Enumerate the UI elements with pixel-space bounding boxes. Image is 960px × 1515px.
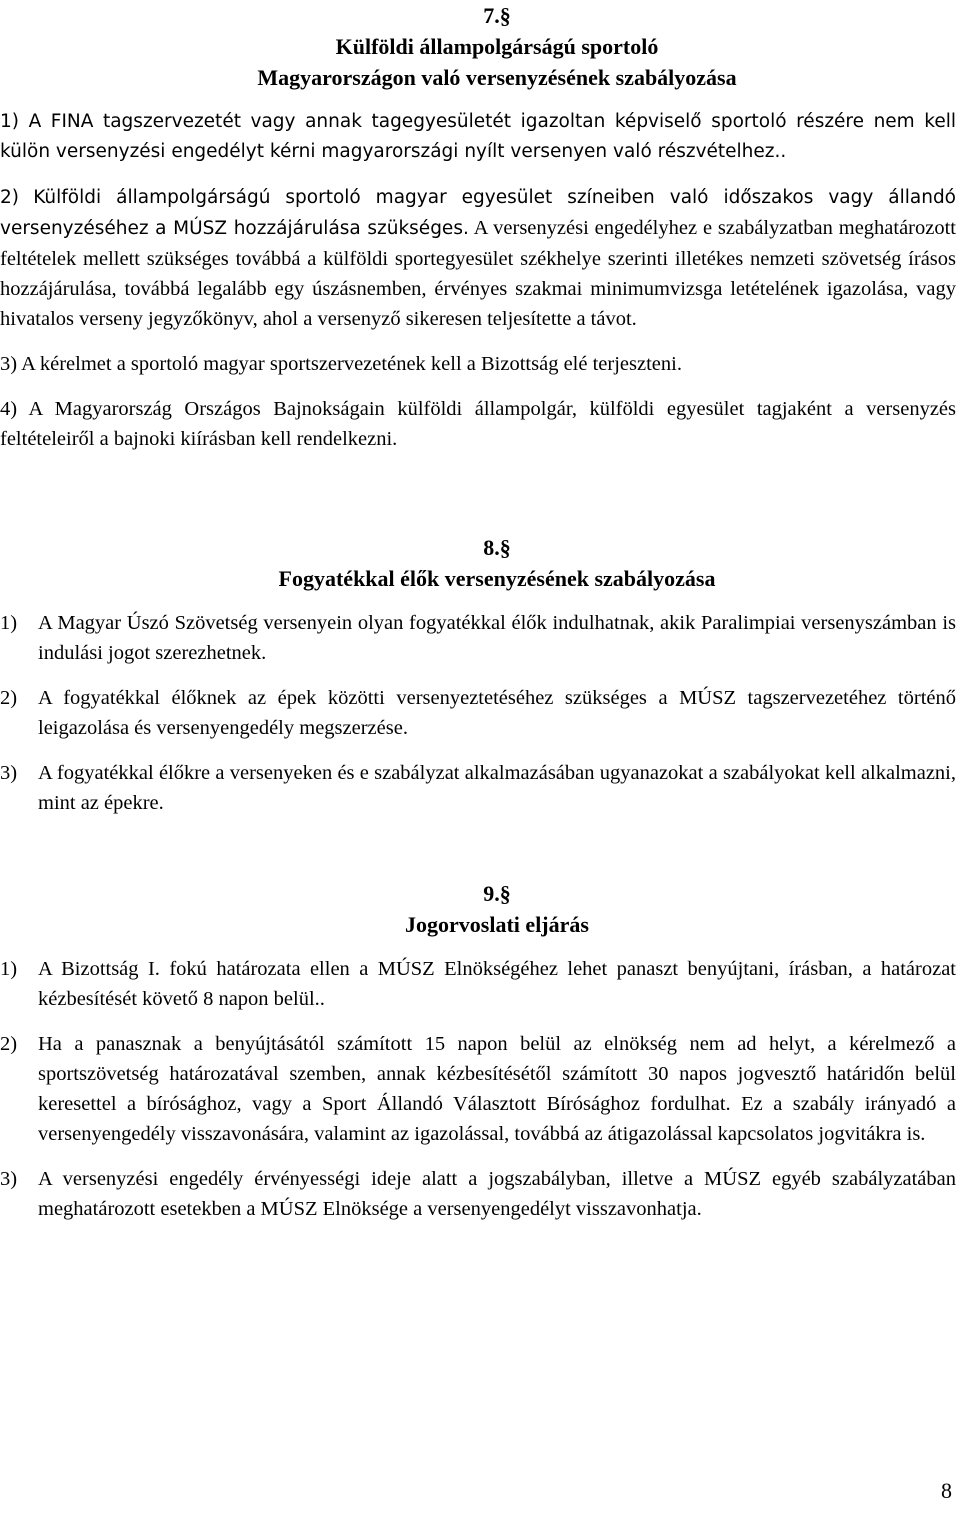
spacer (38, 1149, 956, 1164)
paragraph-mark: § (499, 535, 511, 560)
section-8-paragraph-3 (0, 758, 956, 818)
paragraph-number: 3) (0, 353, 18, 375)
section-number: 9. (483, 881, 500, 906)
section-7-title-1: Külföldi állampolgárságú sportoló (335, 34, 659, 59)
spacer (38, 167, 956, 182)
spacer (38, 93, 956, 107)
section-7-paragraph-4 (0, 394, 956, 454)
paragraph-number: 2) (0, 187, 19, 208)
section-8-paragraph-2 (0, 683, 956, 743)
section-7-title-2: Magyarországon való versenyzésének szabályozása (257, 65, 737, 90)
section-7-paragraph-2 (0, 182, 956, 334)
paragraph-text: Ha a panasznak a benyújtásától számított 15 napon belül az elnökség nem ad helyt, a kérelmező a sportszövetség határozatával szemben, annak kézbesítésétől számított 30 napos jogvesztő határidőn belül keresettel a bírósághoz, vagy a Sport Állandó Választott Bírósághoz fordulhat. Ez a szabály irányadó a versenyengedély visszavonására, valamint az igazolással, továbbá az átigazolással kapcsolatos jogvitákra is. (38, 1033, 956, 1145)
paragraph-number: 2) (0, 1033, 18, 1055)
paragraph-mark: § (499, 3, 511, 28)
paragraph-text-continued: A versenyzési engedélyhez e szabályzatban meghatározott feltételek mellett szükséges továbbá a külföldi sportegyesület székhelye szerinti illetékes nemzeti szövetség írásos hozzájárulása, továbbá legalább egy úszásnemben, érvényes szakmai minimumvizsga letételének igazolása, vagy hivatalos verseny jegyzőkönyv, ahol a versenyző sikeresen teljesítette a távot. (0, 217, 956, 330)
paragraph-mark: § (499, 881, 511, 906)
spacer (38, 743, 956, 758)
section-number: 8. (483, 535, 500, 560)
section-7-paragraph-1 (0, 107, 956, 167)
paragraph-number: 1) (0, 111, 19, 132)
paragraph-text: A Bizottság I. fokú határozata ellen a MÚSZ Elnökségéhez lehet panaszt benyújtani, írásban, a határozat kézbesítését követő 8 napon belül.. (38, 958, 956, 1010)
paragraph-text: A Magyarország Országos Bajnokságain külföldi állampolgár, külföldi egyesület tagjaként a versenyzés feltételeiről a bajnoki kiírásban kell rendelkezni. (0, 398, 956, 450)
section-7-number (38, 0, 956, 31)
section-9-number (38, 878, 956, 909)
paragraph-number: 1) (0, 612, 18, 634)
paragraph-text: A Magyar Úszó Szövetség versenyein olyan fogyatékkal élők indulhatnak, akik Paralimpiai versenyszámban is indulási jogot szerezhetnek. (38, 612, 956, 664)
paragraph-text: A FINA tagszervezetét vagy annak tagegyesületét igazoltan képviselő sportoló részére nem kell külön versenyzési engedélyt kérni magyarországi nyílt versenyen való részvételhez.. (0, 111, 956, 162)
spacer (38, 454, 956, 532)
paragraph-number: 2) (0, 687, 18, 709)
paragraph-text: A versenyzési engedély érvényességi ideje alatt a jogszabályban, illetve a MÚSZ egyéb szabályzatában meghatározott esetekben a MÚSZ Elnöksége a versenyengedélyt visszavonhatja. (38, 1168, 956, 1220)
spacer (38, 668, 956, 683)
section-9-paragraph-2 (0, 1029, 956, 1149)
section-number: 7. (483, 3, 500, 28)
section-8-paragraph-1 (0, 608, 956, 668)
spacer (38, 1014, 956, 1029)
spacer (38, 334, 956, 349)
paragraph-text: A kérelmet a sportoló magyar sportszervezetének kell a Bizottság elé terjeszteni. (21, 353, 682, 375)
section-9-title: Jogorvoslati eljárás (405, 912, 589, 937)
section-9-paragraph-1 (0, 954, 956, 1014)
paragraph-text: Külföldi állampolgárságú sportoló magyar egyesület színeiben való időszakos vagy állandó versenyzéséhez a MÚSZ hozzájárulása szükséges. (0, 187, 957, 239)
spacer (38, 379, 956, 394)
spacer (38, 594, 956, 608)
paragraph-number: 1) (0, 958, 18, 980)
section-8-number (38, 532, 956, 563)
section-8-title: Fogyatékkal élők versenyzésének szabályozása (278, 566, 716, 591)
section-7-paragraph-3 (0, 349, 956, 379)
paragraph-number: 3) (0, 762, 18, 784)
section-9-paragraph-3 (0, 1164, 956, 1224)
paragraph-text: A fogyatékkal élőknek az épek közötti versenyeztetéséhez szükséges a MÚSZ tagszervezetéhez történő leigazolása és versenyengedély megszerzése. (38, 687, 956, 739)
paragraph-number: 4) (0, 398, 18, 420)
paragraph-number: 3) (0, 1168, 18, 1190)
spacer (38, 818, 956, 878)
page-number: 8 (941, 1478, 952, 1503)
spacer (38, 940, 956, 954)
paragraph-text: A fogyatékkal élőkre a versenyeken és e szabályzat alkalmazásában ugyanazokat a szabályokat kell alkalmazni, mint az épekre. (38, 762, 956, 814)
